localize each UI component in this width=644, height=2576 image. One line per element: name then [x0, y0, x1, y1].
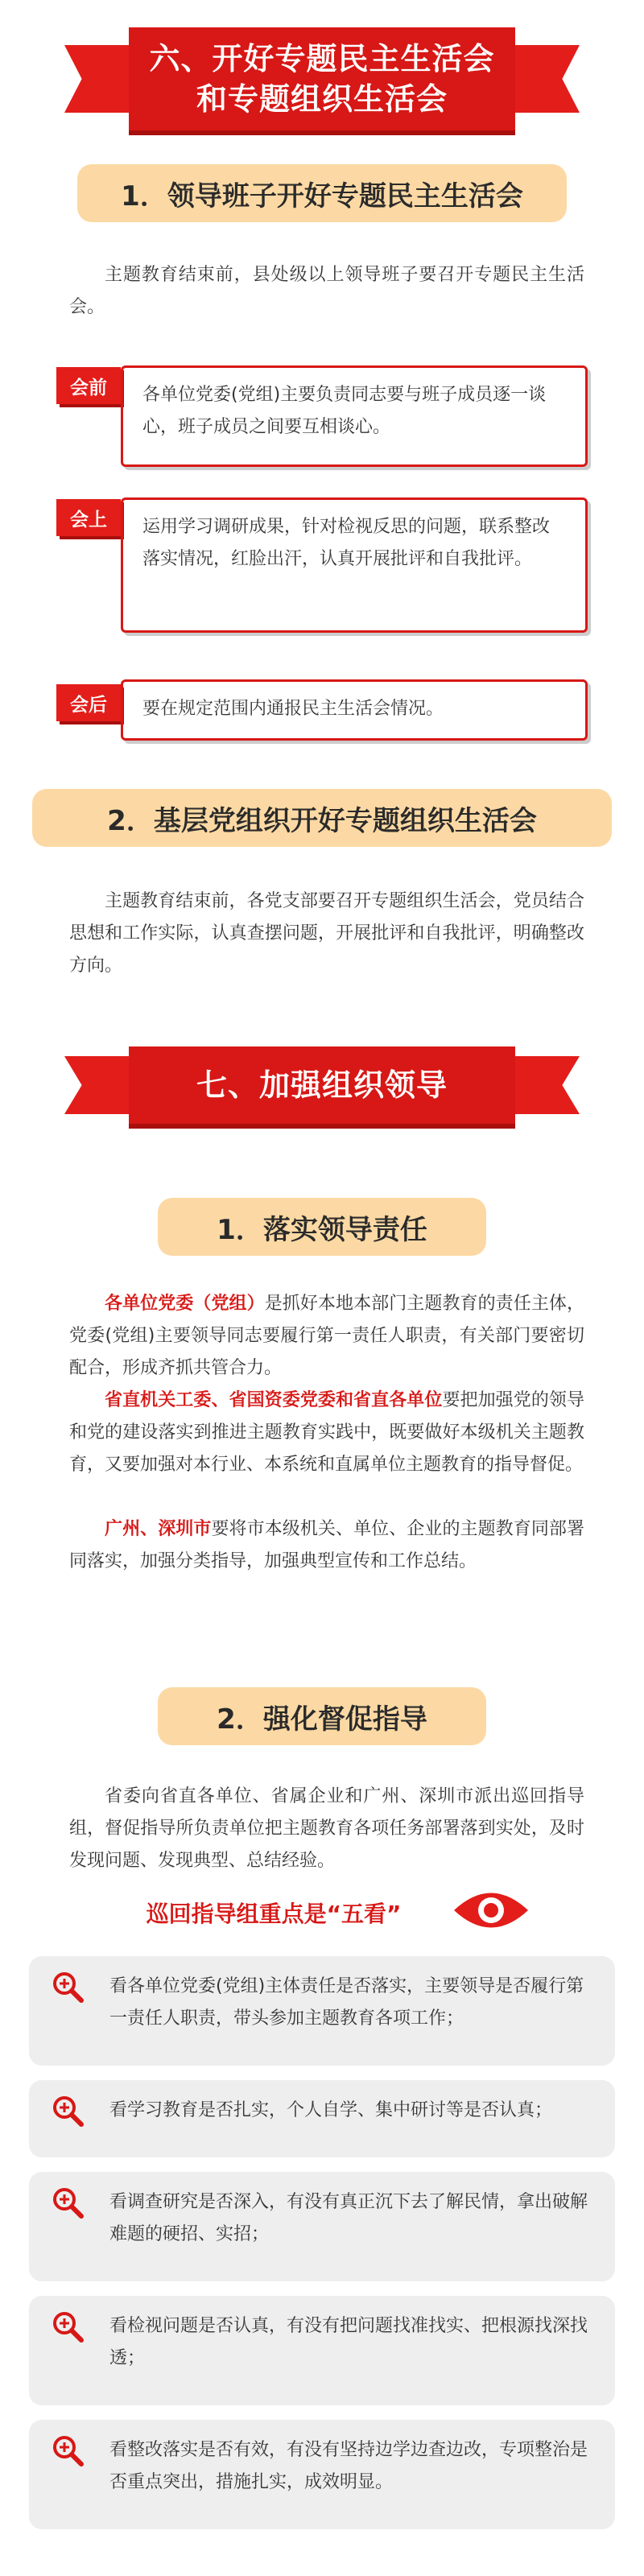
meeting-box-after: 要在规定范围内通报民主生活会情况。 [121, 679, 588, 741]
section7-p4: 省委向省直各单位、省属企业和广州、深圳市派出巡回指导组，督促指导所负责单位把主题教育各项任务部署落到实处，及时发现问题、发现典型、总结经验。 [69, 1786, 584, 1871]
meeting-box-during: 运用学习调研成果，针对检视反思的问题，联系整改落实情况，红脸出汗，认真开展批评和自我批评。 [121, 497, 588, 633]
section6-sub1: 1．领导班子开好专题民主生活会 [77, 164, 567, 222]
meeting-tag-before: 会前 [56, 367, 121, 404]
section6-title-line1: 六、开好专题民主生活会 [149, 41, 495, 76]
focus-item-text: 看调查研究是否深入，有没有真正沉下去了解民情，拿出破解难题的硬招、实招； [109, 2192, 588, 2244]
section7-p2 [69, 1385, 584, 1481]
focus-item [29, 1956, 615, 2066]
magnifier-plus-icon [52, 2310, 84, 2343]
eye-icon [451, 1887, 531, 1934]
section6-sub2: 2．基层党组织开好专题组织生活会 [32, 789, 612, 847]
section7-p1 [69, 1288, 584, 1385]
section7-p3-highlight: 广州、深圳市 [105, 1519, 212, 1539]
magnifier-plus-icon [52, 1971, 84, 2003]
section7-p3 [69, 1513, 584, 1578]
section6-title-line2: 和专题组织生活会 [196, 81, 448, 117]
section7-p2-text: 要把加强党的领导和党的建设落实到推进主题教育实践中，既要做好本级机关主题教育，又要加强对本行业、本系统和直属单位主题教育的指导督促。 [69, 1390, 584, 1475]
section6-title-box [129, 27, 515, 130]
section6-p2: 主题教育结束前，各党支部要召开专题组织生活会，党员结合思想和工作实际，认真查摆问题，开展批评和自我批评，明确整改方向。 [69, 891, 584, 976]
focus-item-text: 看各单位党委(党组)主体责任是否落实，主要领导是否履行第一责任人职责，带头参加主题教育各项工作； [109, 1976, 584, 2029]
section7-p2-highlight: 省直机关工委、省国资委党委和省直各单位 [105, 1390, 443, 1410]
section7-sub2: 2．强化督促指导 [158, 1687, 486, 1745]
focus-item-text: 看检视问题是否认真，有没有把问题找准找实、把根源找深找透； [109, 2316, 588, 2368]
focus-item [29, 2172, 615, 2281]
focus-item [29, 2080, 615, 2157]
section7-p3-text: 要将市本级机关、单位、企业的主题教育同部署同落实，加强分类指导，加强典型宣传和工作总结。 [69, 1519, 584, 1571]
section7-p1-text: 是抓好本地本部门主题教育的责任主体，党委(党组)主要领导同志要履行第一责任人职责，有关部门要密切配合，形成齐抓共管合力。 [69, 1294, 584, 1378]
focus-item [29, 2296, 615, 2405]
section7-title: 七、加强组织领导 [196, 1067, 448, 1103]
meeting-box-before: 各单位党委(党组)主要负责同志要与班子成员逐一谈心，班子成员之间要互相谈心。 [121, 365, 588, 467]
focus-item-text: 看整改落实是否有效，有没有坚持边学边查边改，专项整治是否重点突出，措施扎实，成效明显。 [109, 2440, 588, 2492]
magnifier-plus-icon [52, 2186, 84, 2219]
section7-title-box [129, 1046, 515, 1124]
magnifier-plus-icon [52, 2434, 84, 2467]
focus-item [29, 2420, 615, 2529]
meeting-tag-after: 会后 [56, 684, 121, 721]
magnifier-plus-icon [52, 2095, 84, 2127]
focus-item-text: 看学习教育是否扎实，个人自学、集中研讨等是否认真； [109, 2100, 553, 2120]
section6-p1: 主题教育结束前，县处级以上领导班子要召开专题民主生活会。 [69, 265, 584, 317]
section7-p1-highlight: 各单位党委（党组） [105, 1294, 265, 1314]
section7-sub1: 1．落实领导责任 [158, 1198, 486, 1256]
focus-title: 巡回指导组重点是“五看” [146, 1901, 402, 1927]
meeting-tag-during: 会上 [56, 499, 121, 536]
